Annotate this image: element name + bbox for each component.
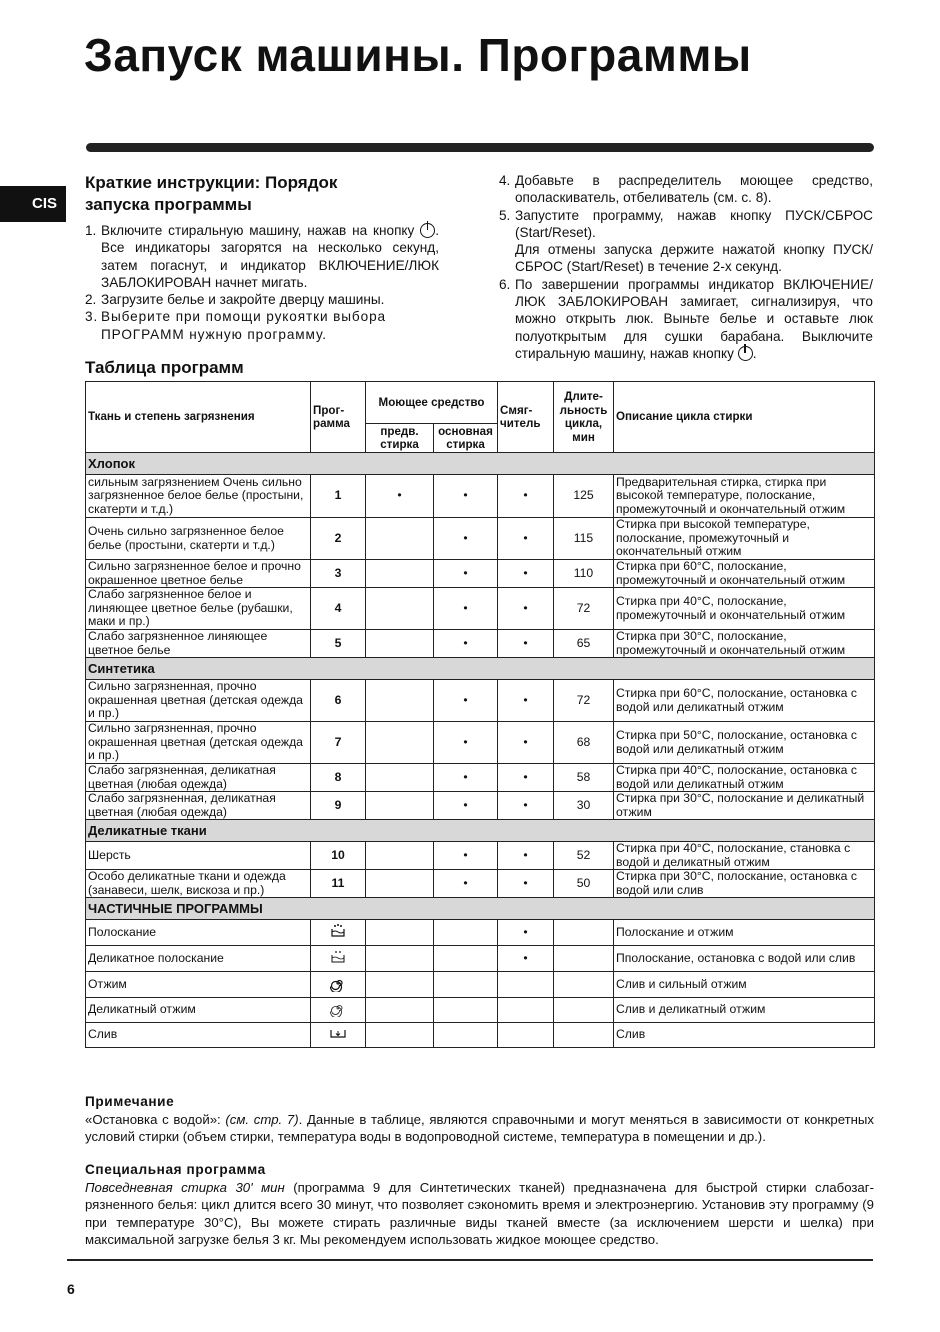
power-icon	[420, 223, 435, 238]
cell-description: Стирка при 40°C, полоскание, промежуточный и окончательный отжим	[614, 588, 875, 630]
step-num: 1.	[85, 223, 97, 238]
col-prewash-header: предв. стирка	[366, 424, 434, 453]
cell-mainwash: •	[434, 680, 498, 722]
step-text-extra: Для отмены запуска держите нажатой кнопку ПУСК/ СБРОС (Start/Reset) в течение 2-х секунд.	[515, 242, 873, 275]
cell-program: 2	[311, 518, 366, 560]
cell-softener: •	[498, 842, 554, 870]
cell-mainwash: •	[434, 764, 498, 792]
cell-fabric: Слабо загрязненное белое и линяющее цветное белье (рубашки, маки и пр.)	[86, 588, 311, 630]
cell-prewash	[366, 870, 434, 898]
step-text: Выберите при помощи рукоятки выбора ПРОГРАММ нужную программу.	[101, 309, 386, 342]
cell-duration: 115	[554, 518, 614, 560]
note-text: «Остановка с водой»: (см. стр. 7). Данные в таблице, являются справочными и могут меняться в зависимости от конкретных условий стирки (объем стирки, температура воды в водопроводной системе, температура в помещении и др.).	[85, 1111, 874, 1145]
table-row	[86, 475, 875, 518]
cell-description: Слив и деликатный отжим	[614, 998, 875, 1023]
cell-softener: •	[498, 560, 554, 588]
cell-description: Стирка при 30°C, полоскание и деликатный отжим	[614, 792, 875, 820]
special-block	[85, 1161, 874, 1249]
table-row	[86, 946, 875, 972]
step-text: Загрузите белье и закройте дверцу машины.	[101, 292, 385, 308]
cell-duration	[554, 946, 614, 972]
note-heading: Примечание	[85, 1094, 175, 1109]
cell-prewash	[366, 946, 434, 972]
col-softener-header: Смяг- читель	[498, 382, 554, 453]
step-4	[499, 172, 873, 207]
step-text: .	[752, 345, 757, 361]
cell-program	[311, 1023, 366, 1048]
cell-mainwash: •	[434, 722, 498, 764]
table-row	[86, 560, 875, 588]
table-row	[86, 870, 875, 898]
step-text: . Все индикаторы загорятся на несколько секунд, затем погаснут, и индикатор ВКЛЮЧЕНИЕ/ЛЮК ЗАБЛОКИРОВАН начнет мигать.	[101, 223, 439, 290]
footer-rule	[67, 1259, 873, 1261]
cell-duration: 58	[554, 764, 614, 792]
cell-prewash	[366, 722, 434, 764]
step-text: Добавьте в распределитель моющее средство, ополаскиватель, отбеливатель (см. с. 8).	[515, 173, 873, 206]
cell-mainwash: •	[434, 792, 498, 820]
cell-description: Стирка при 50°C, полоскание, остановка с водой или деликатный отжим	[614, 722, 875, 764]
cell-description: Стирка при 40°C, полоскание, остановка с водой или деликатный отжим	[614, 764, 875, 792]
spin-icon	[329, 981, 347, 995]
cell-prewash	[366, 518, 434, 560]
cell-fabric: Слабо загрязненная, деликатная цветная (любая одежда)	[86, 792, 311, 820]
cell-fabric: Деликатный отжим	[86, 998, 311, 1023]
table-row	[86, 680, 875, 722]
note-block	[85, 1093, 874, 1146]
cell-program: 9	[311, 792, 366, 820]
page-number: 6	[67, 1281, 75, 1297]
quick-heading-line1: Краткие инструкции: Порядок	[85, 173, 338, 192]
col-program-header: Прог- рамма	[311, 382, 366, 453]
step-3	[85, 308, 439, 343]
step-num: 4.	[499, 173, 511, 188]
page-title: Запуск машины. Программы	[84, 29, 752, 81]
cell-prewash	[366, 972, 434, 998]
cell-description: Стирка при 60°C, полоскание, промежуточный и окончательный отжим	[614, 560, 875, 588]
cell-prewash	[366, 764, 434, 792]
cell-duration: 30	[554, 792, 614, 820]
cell-program	[311, 998, 366, 1023]
cell-program	[311, 972, 366, 998]
step-text: Включите стиральную машину, нажав на кнопку	[101, 223, 415, 238]
cell-duration: 110	[554, 560, 614, 588]
cell-mainwash	[434, 998, 498, 1023]
col-detergent-header: Моющее средство	[366, 382, 498, 424]
cell-softener: •	[498, 946, 554, 972]
table-body	[86, 453, 875, 1048]
cell-description: Полоскание и отжим	[614, 920, 875, 946]
steps-left	[85, 222, 439, 343]
cell-mainwash: •	[434, 630, 498, 658]
cell-mainwash: •	[434, 842, 498, 870]
special-text: Повседневная стирка 30' мин (программа 9 для Синтетических тканей) предназначена для быстрой стирки слабозагрязненного белья: цикл длится всего 30 минут, что позволяет сэкономить время и электроэнергию. Установив эту программу (9 при температуре 30°C), Вы можете стирать различные виды тканей вместе (за исключением шерсти и шелка) при максимальной загрузке белья 3 кг. Мы рекомендуем использовать жидкое моющее средство.	[85, 1179, 874, 1248]
cell-fabric: Сильно загрязненное белое и прочно окрашенное цветное белье	[86, 560, 311, 588]
cell-description: Стирка при высокой температуре, полоскание, промежуточный и окончательный отжим	[614, 518, 875, 560]
cell-fabric: Отжим	[86, 972, 311, 998]
table-row	[86, 518, 875, 560]
program-table	[85, 381, 875, 1048]
cell-duration	[554, 1023, 614, 1048]
cell-fabric: Слабо загрязненное линяющее цветное белье	[86, 630, 311, 658]
cell-program: 11	[311, 870, 366, 898]
cell-program: 8	[311, 764, 366, 792]
cell-program	[311, 920, 366, 946]
cell-description: Стирка при 30°C, полоскание, остановка с водой или слив	[614, 870, 875, 898]
cell-duration: 50	[554, 870, 614, 898]
cell-description: Предварительная стирка, стирка при высокой температуре, полоскание, промежуточный и окончательный отжим	[614, 475, 875, 518]
title-rule	[86, 143, 874, 152]
cell-fabric: Сильно загрязненная, прочно окрашенная цветная (детская одежда и пр.)	[86, 680, 311, 722]
cell-fabric: Очень сильно загрязненное белое белье (простыни, скатерти и т.д.)	[86, 518, 311, 560]
step-num: 3.	[85, 309, 99, 325]
side-tab	[0, 186, 66, 222]
quick-heading	[85, 172, 439, 216]
cell-mainwash	[434, 1023, 498, 1048]
cell-prewash	[366, 680, 434, 722]
col-fabric-header: Ткань и степень загрязнения	[86, 382, 311, 453]
drain-icon	[329, 1031, 347, 1045]
table-row	[86, 972, 875, 998]
cell-mainwash	[434, 946, 498, 972]
section-title: Синтетика	[86, 658, 875, 680]
cell-duration	[554, 920, 614, 946]
delicate-rinse-icon	[329, 955, 347, 969]
cell-mainwash: •	[434, 475, 498, 518]
power-icon	[738, 346, 753, 361]
cell-fabric: Слабо загрязненная, деликатная цветная (любая одежда)	[86, 764, 311, 792]
cell-prewash	[366, 998, 434, 1023]
cell-prewash	[366, 792, 434, 820]
col-description-header: Описание цикла стирки	[614, 382, 875, 453]
cell-description: Стирка при 60°C, полоскание, остановка с водой или деликатный отжим	[614, 680, 875, 722]
cell-duration: 68	[554, 722, 614, 764]
section-row	[86, 453, 875, 475]
cell-prewash	[366, 920, 434, 946]
cell-softener: •	[498, 870, 554, 898]
table-row	[86, 764, 875, 792]
col-duration-header: Длите- льность цикла, мин	[554, 382, 614, 453]
cell-program: 1	[311, 475, 366, 518]
cell-duration: 52	[554, 842, 614, 870]
cell-mainwash: •	[434, 588, 498, 630]
cell-fabric: Сильно загрязненная, прочно окрашенная цветная (детская одежда и пр.)	[86, 722, 311, 764]
cell-softener: •	[498, 630, 554, 658]
step-6	[499, 276, 873, 362]
step-text: Запустите программу, нажав кнопку ПУСК/СБРОС (Start/Reset).	[515, 207, 873, 240]
cell-program: 5	[311, 630, 366, 658]
table-row	[86, 920, 875, 946]
cell-softener: •	[498, 722, 554, 764]
cell-prewash	[366, 842, 434, 870]
step-2	[85, 291, 439, 308]
cell-prewash	[366, 630, 434, 658]
cell-softener: •	[498, 920, 554, 946]
step-num: 5.	[499, 207, 511, 223]
table-row	[86, 630, 875, 658]
cell-description: Слив и сильный отжим	[614, 972, 875, 998]
section-row	[86, 820, 875, 842]
cell-fabric: Слив	[86, 1023, 311, 1048]
cell-softener: •	[498, 792, 554, 820]
side-tab-label: CIS	[32, 195, 58, 212]
step-1	[85, 222, 439, 291]
cell-softener: •	[498, 588, 554, 630]
cell-fabric: Деликатное полоскание	[86, 946, 311, 972]
cell-description: Стирка при 40°C, полоскание, становка с водой и деликатный отжим	[614, 842, 875, 870]
step-text: По завершении программы индикатор ВКЛЮЧЕНИЕ/ЛЮК ЗАБЛОКИРОВАН замигает, сигнализируя, что можно открыть люк. Выньте белье и оставьте люк полуоткрытым для сушки барабана. Выключите стиральную машину, нажав кнопку	[515, 276, 873, 361]
table-row	[86, 792, 875, 820]
cell-fabric: Особо деликатные ткани и одежда (занавеси, шелк, вискоза и пр.)	[86, 870, 311, 898]
cell-mainwash: •	[434, 518, 498, 560]
cell-mainwash: •	[434, 560, 498, 588]
rinse-icon	[329, 929, 347, 943]
section-title: Деликатные ткани	[86, 820, 875, 842]
cell-program	[311, 946, 366, 972]
table-heading: Таблица программ	[85, 358, 244, 378]
cell-duration: 72	[554, 680, 614, 722]
cell-prewash	[366, 1023, 434, 1048]
cell-program: 10	[311, 842, 366, 870]
cell-description: Стирка при 30°C, полоскание, промежуточный и окончательный отжим	[614, 630, 875, 658]
cell-softener: •	[498, 680, 554, 722]
table-row	[86, 588, 875, 630]
cell-description: Пполоскание, остановка с водой или слив	[614, 946, 875, 972]
cell-duration	[554, 998, 614, 1023]
cell-program: 6	[311, 680, 366, 722]
cell-duration	[554, 972, 614, 998]
cell-program: 7	[311, 722, 366, 764]
cell-mainwash	[434, 972, 498, 998]
table-row	[86, 722, 875, 764]
cell-fabric: Шерсть	[86, 842, 311, 870]
quick-heading-line2: запуска программы	[85, 195, 252, 214]
cell-duration: 125	[554, 475, 614, 518]
col-mainwash-header: основная стирка	[434, 424, 498, 453]
cell-softener: •	[498, 518, 554, 560]
header-row	[86, 382, 875, 424]
cell-softener: •	[498, 764, 554, 792]
cell-softener	[498, 1023, 554, 1048]
cell-softener	[498, 972, 554, 998]
section-title: Хлопок	[86, 453, 875, 475]
special-heading: Специальная программа	[85, 1162, 266, 1177]
cell-duration: 72	[554, 588, 614, 630]
quick-instructions	[85, 172, 439, 379]
cell-fabric: Полоскание	[86, 920, 311, 946]
cell-mainwash: •	[434, 870, 498, 898]
cell-softener	[498, 998, 554, 1023]
step-5	[499, 207, 873, 276]
cell-prewash	[366, 588, 434, 630]
section-title: ЧАСТИЧНЫЕ ПРОГРАММЫ	[86, 898, 875, 920]
cell-mainwash	[434, 920, 498, 946]
section-row	[86, 898, 875, 920]
section-row	[86, 658, 875, 680]
table-row	[86, 1023, 875, 1048]
delicate-spin-icon	[329, 1006, 347, 1020]
cell-program: 3	[311, 560, 366, 588]
step-num: 6.	[499, 276, 511, 292]
table-row	[86, 998, 875, 1023]
cell-softener: •	[498, 475, 554, 518]
step-num: 2.	[85, 292, 97, 308]
cell-fabric: сильным загрязнением Очень сильно загрязненное белое белье (простыни, скатерти и т.д.)	[86, 475, 311, 518]
table-row	[86, 842, 875, 870]
cell-program: 4	[311, 588, 366, 630]
cell-duration: 65	[554, 630, 614, 658]
cell-description: Слив	[614, 1023, 875, 1048]
cell-prewash: •	[366, 475, 434, 518]
steps-right	[499, 172, 873, 362]
cell-prewash	[366, 560, 434, 588]
